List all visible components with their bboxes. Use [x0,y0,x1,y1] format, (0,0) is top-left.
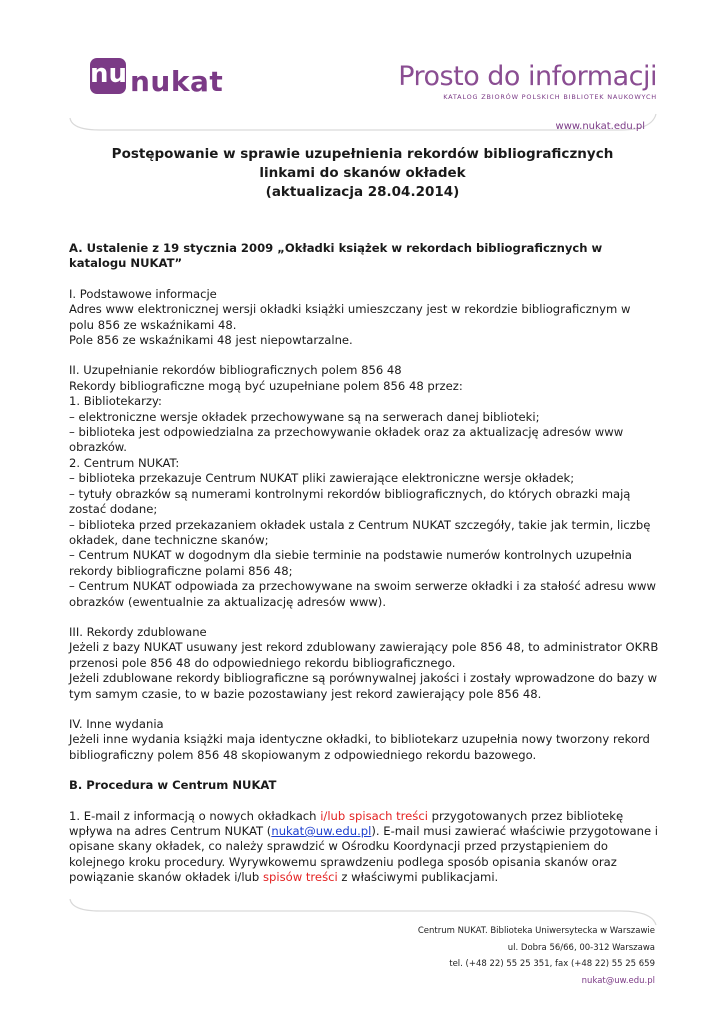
footer-phone: tel. (+48 22) 55 25 351, fax (+48 22) 55 25 659 [449,959,655,969]
list-item: – biblioteka jest odpowiedzialna za przechowywanie okładek oraz za aktualizację adresów www obrazków. [69,425,624,455]
part-1-text-1: Adres www elektronicznej wersji okładki książki umieszczany jest w rekordzie bibliograficznym w polu 856 ze wskaźnikami 48. [69,302,631,332]
part-3-heading: III. Rekordy zdublowane [69,624,207,639]
header-swoosh-decoration [60,100,660,140]
section-a-heading: A. Ustalenie z 19 stycznia 2009 „Okładki książek w rekordach bibliograficznych w katalogu NUKAT” [69,241,603,271]
paragraph-text: ). E-mail musi zawierać właściwie przygotowane i opisane skany okładek, co należy sprawdzić w Ośrodku Koordynacji przed przystąpieniem do kolejnego kroku procedury. Wyrywkowemu sprawdzeniu podlega sposób opisania skanów oraz powiązanie skanów okładek i/lub [69,824,659,885]
part-4-text: Jeżeli inne wydania książki maja identyczne okładki, to bibliotekarz uzupełnia nowy tworzony rekord bibliograficzny polem 856 48 skopiowanym z odpowiedniego rekordu bazowego. [69,732,650,762]
list-item: – tytuły obrazków są numerami kontrolnymi rekordów bibliograficznych, do których obrazki mają zostać dodane; [69,486,631,517]
footer-address: ul. Dobra 56/66, 00-312 Warszawa [507,942,655,953]
list-item: – elektroniczne wersje okładek przechowywane są na serwerach danej biblioteki; [69,409,540,424]
title-line-1: Postępowanie w sprawie uzupełnienia rekordów bibliograficznych [111,146,614,162]
section-b-paragraph [69,809,659,886]
part-2-intro: Rekordy bibliograficzne mogą być uzupełniane polem 856 48 przez: [69,378,463,393]
footer-institution: Centrum NUKAT. Biblioteka Uniwersytecka w Warszawie [417,926,655,936]
part-2-heading: II. Uzupełnianie rekordów bibliograficznych polem 856 48 [69,363,402,378]
paragraph-text: przygotowanych przez bibliotekę wpływa na adres Centrum NUKAT ( [69,808,624,838]
highlight-text: i/lub spisach treści [320,808,428,823]
paragraph-text: z właściwymi publikacjami. [337,870,499,885]
header-website-link[interactable]: www.nukat.edu.pl [555,121,645,132]
part-4-heading: IV. Inne wydania [69,716,164,731]
list-item: – biblioteka przekazuje Centrum NUKAT pliki zawierające elektroniczne wersje okładek; [69,471,575,486]
email-link[interactable]: nukat@uw.edu.pl [271,824,372,838]
header-slogan: Prosto do informacji [398,61,657,92]
footer-contact [418,923,655,989]
part-1-text-2: Pole 856 ze wskaźnikami 48 jest niepowtarzalne. [69,333,353,348]
part-2-centrum-heading: 2. Centrum NUKAT: [69,455,180,470]
list-item: – biblioteka przed przekazaniem okładek ustala z Centrum NUKAT szczegóły, takie jak termin, liczbę okładek, dane techniczne skanów; [69,517,651,547]
part-3-text-2: Jeżeli zdublowane rekordy bibliograficzne są porównywalnej jakości i zostały wprowadzone do bazy w tym samym czasie, to w bazie pozostawiany jest rekord zawierający pole 856 48. [69,671,658,701]
header-slogan-subtitle: KATALOG ZBIORÓW POLSKICH BIBLIOTEK NAUKOWYCH [443,93,657,101]
title-line-2: linkami do skanów okładek [259,165,466,181]
document-body [69,241,659,886]
part-3-text-1: Jeżeli z bazy NUKAT usuwany jest rekord zdublowany zawierający pole 856 48, to administrator OKRB przenosi pole 856 48 do odpowiedniego rekordu bibliograficznego. [69,640,659,670]
section-b-heading: B. Procedura w Centrum NUKAT [69,778,277,793]
part-2-librarians-heading: 1. Bibliotekarzy: [69,394,162,409]
nukat-logo-text: nukat [130,65,224,98]
part-1-heading: I. Podstawowe informacje [69,286,217,301]
document-title [0,145,725,202]
title-line-3: (aktualizacja 28.04.2014) [265,184,460,200]
nukat-logo-mark: nu [90,58,126,94]
list-item: – Centrum NUKAT odpowiada za przechowywane na swoim serwerze okładki i za stałość adresu www obrazków (ewentualnie za aktualizację adresów www). [69,579,657,609]
paragraph-text: 1. E-mail z informacją o nowych okładkach [69,808,321,823]
list-item: – Centrum NUKAT w dogodnym dla siebie terminie na podstawie numerów kontrolnych uzupełnia rekordy bibliograficzne polami 856 48; [69,548,633,578]
highlight-text: spisów treści [262,870,338,885]
footer-email-link[interactable]: nukat@uw.edu.pl [581,975,655,986]
